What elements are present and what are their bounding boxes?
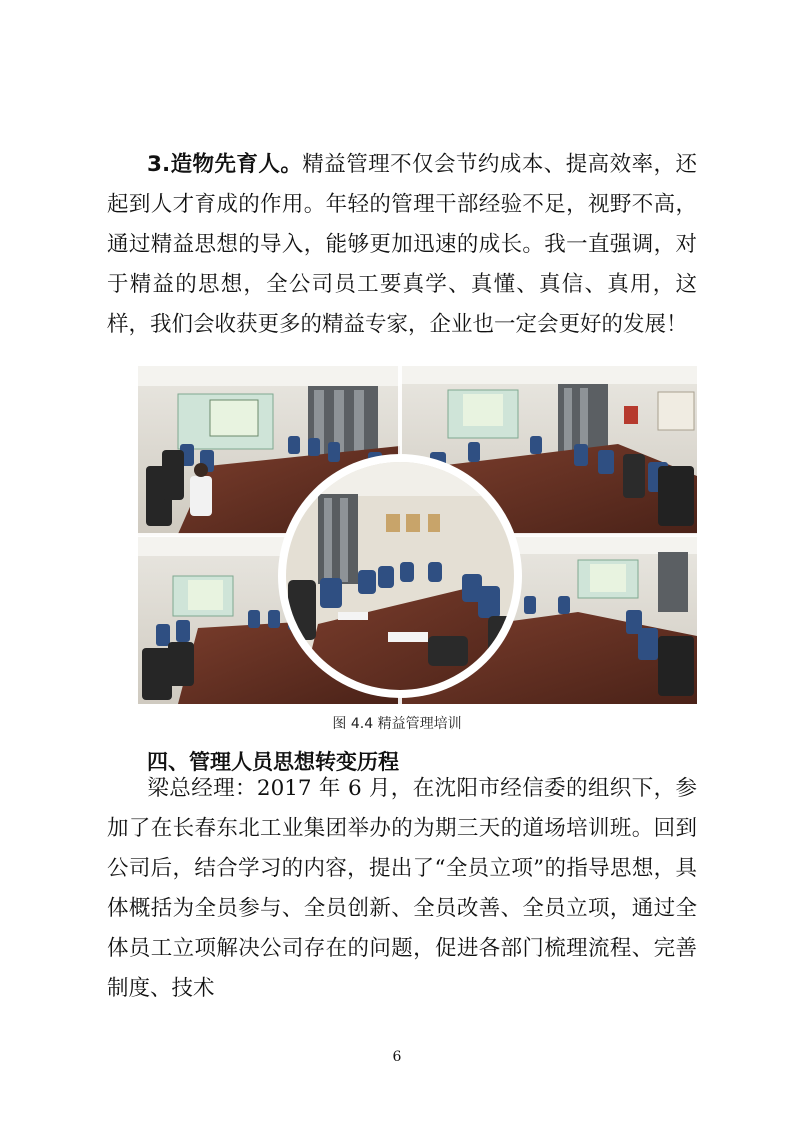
- section3-text: 精益管理不仅会节约成本、提高效率，还起到人才育成的作用。年轻的管理干部经验不足，视野不高，通过精益思想的导入，能够更加迅速的成长。我一直强调，对于精益的思想，全公司员工要真学、真懂、真信、真用，这样，我们会收获更多的精益专家，企业也一定会更好的发展！: [107, 152, 697, 337]
- figure-caption: 图 4.4 精益管理培训: [332, 716, 462, 732]
- section3-lead: 3.造物先育人。: [147, 152, 303, 177]
- section4-text: 梁总经理：2017 年 6 月，在沈阳市经信委的组织下，参加了在长春东北工业集团举办的为期三天的道场培训班。回到公司后，结合学习的内容，提出了“全员立项”的指导思想，具体概括为全员参与、全员创新、全员改善、全员立项，通过全体员工立项解决公司存在的问题，促进各部门梳理流程、完善制度、技术: [107, 776, 697, 1001]
- section4-heading: 四、管理人员思想转变历程: [147, 750, 399, 774]
- section3-paragraph: [107, 145, 697, 345]
- page-number: 6: [392, 1049, 402, 1065]
- section4-paragraph: [107, 769, 697, 1009]
- training-photo-collage: [138, 366, 697, 704]
